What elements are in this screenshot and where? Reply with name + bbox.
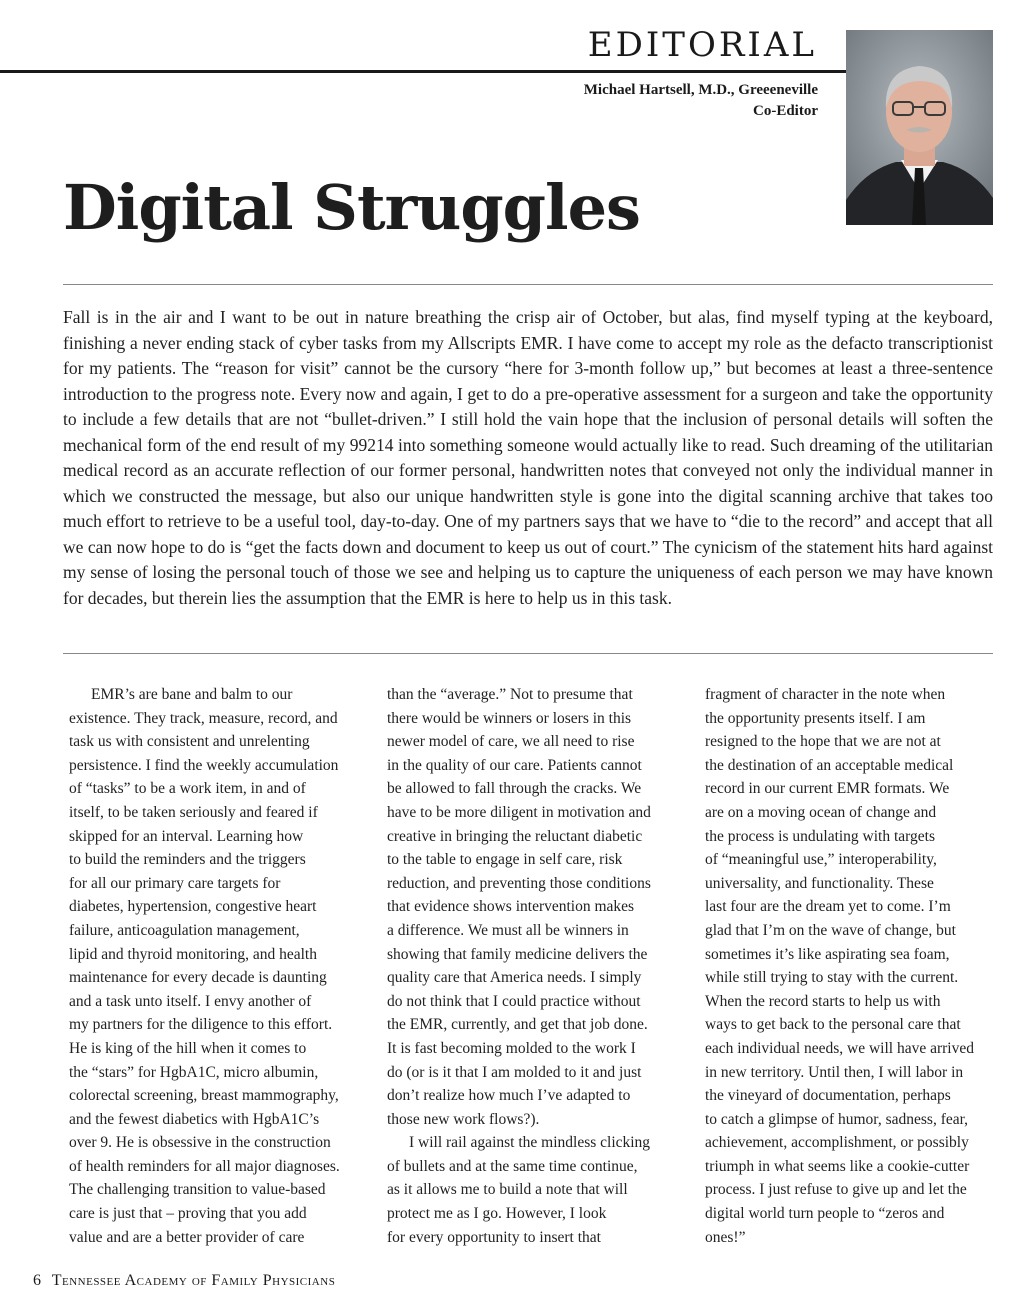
body-column-2 <box>387 683 687 1249</box>
body-line: as it allows me to build a note that will <box>387 1181 628 1199</box>
body-line: the destination of an acceptable medical <box>705 756 954 774</box>
body-line: glad that I’m on the wave of change, but <box>705 921 956 939</box>
body-column-1 <box>69 683 369 1249</box>
body-line: than the “average.” Not to presume that <box>387 686 633 703</box>
section-label: EDITORIAL <box>587 25 817 65</box>
body-line: that evidence shows intervention makes <box>387 898 635 916</box>
body-line: are on a moving ocean of change and <box>705 803 937 821</box>
body-line: while still trying to stay with the current. <box>705 969 959 987</box>
body-column-3 <box>705 683 1005 1249</box>
body-line: the “stars” for HgbA1C, micro albumin, <box>69 1063 319 1081</box>
body-line: persistence. I find the weekly accumulation <box>69 756 339 774</box>
body-line: failure, anticoagulation management, <box>69 921 300 939</box>
body-line: there would be winners or losers in this <box>387 709 632 727</box>
body-line: ways to get back to the personal care that <box>705 1016 961 1034</box>
body-line: the opportunity presents itself. I am <box>705 709 926 727</box>
body-line: to catch a glimpse of humor, sadness, fear, <box>705 1110 969 1128</box>
body-line: of “tasks” to be a work item, in and of <box>69 780 306 798</box>
body-line: maintenance for every decade is daunting <box>69 969 327 987</box>
intro-paragraph: Fall is in the air and I want to be out in nature breathing the crisp air of October, but alas, find myself typing at the keyboard, finishing a never ending stack of cyber tasks from my Allscripts EMR. I have come to accept my role as the defacto transcriptionist for my patients. The “reason for visit” cannot be the cursory “here for 3-month follow up,” but becomes at least a three-sentence introduction to the progress note. Every now and again, I get to do a pre-operative assessment for a surgeon and take the opportunity to include a few details that are not “bullet-driven.” I still hold the vain hope that the inclusion of personal details will soften the mechanical form of the end result of my 99214 into something someone would actually like to read. Such dreaming of the utilitarian medical record as an accurate reflection of our former personal, handwritten notes that conveyed not only the individual manner in which we constructed the message, but also our unique handwritten style is gone into the digital scanning archive that takes too much effort to retrieve to be a useful tool, day-to-day. One of my partners says that we have to “die to the record” and accept that all we can now hope to do is “get the facts down and document to keep us out of court.” The cynicism of the statement hits hard against my sense of losing the personal touch of those we see and helping us to capture the uniqueness of each person we may have known for decades, but therein lies the assumption that the EMR is here to help us in this task. <box>63 307 993 608</box>
article-title: Digital Struggles <box>63 171 640 244</box>
author-name: Michael Hartsell, M.D., Greeeneville <box>583 82 818 98</box>
body-line: resigned to the hope that we are not at <box>705 733 941 751</box>
body-line: universality, and functionality. These <box>705 874 934 892</box>
body-line: to the table to engage in self care, risk <box>387 851 623 869</box>
body-line: creative in bringing the reluctant diabetic <box>387 827 643 845</box>
body-line: triumph in what seems like a cookie-cutter <box>705 1157 970 1175</box>
body-line: do not think that I could practice without <box>387 992 641 1010</box>
intro-divider <box>63 653 993 654</box>
body-line: the process is undulating with targets <box>705 827 936 845</box>
body-line: quality care that America needs. I simply <box>387 969 642 987</box>
body-line: to build the reminders and the triggers <box>69 851 306 869</box>
body-line: in the quality of our care. Patients cannot <box>387 756 642 774</box>
author-photo <box>846 30 993 225</box>
page-number: 6 <box>33 1272 42 1289</box>
body-line: process. I just refuse to give up and let the <box>705 1181 967 1199</box>
page-footer <box>33 1272 335 1290</box>
body-line: ones!” <box>705 1228 746 1246</box>
body-line: last four are the dream yet to come. I’m <box>705 898 951 916</box>
body-line: sometimes it’s like aspirating sea foam, <box>705 945 950 963</box>
body-line: of bullets and at the same time continue, <box>387 1157 638 1175</box>
body-line: showing that family medicine delivers the <box>387 945 648 963</box>
body-line: value and are a better provider of care <box>69 1228 305 1246</box>
body-line: the EMR, currently, and get that job done. <box>387 1016 648 1034</box>
body-line: EMR’s are bane and balm to our <box>91 686 293 703</box>
body-line: do (or is it that I am molded to it and just <box>387 1063 642 1081</box>
author-role: Co-Editor <box>753 103 818 119</box>
header-rule <box>0 70 846 73</box>
body-line: be allowed to fall through the cracks. We <box>387 780 642 798</box>
body-line: achievement, accomplishment, or possibly <box>705 1134 969 1152</box>
body-line: over 9. He is obsessive in the construction <box>69 1134 331 1152</box>
body-line: record in our current EMR formats. We <box>705 780 950 798</box>
body-line: protect me as I go. However, I look <box>387 1205 607 1223</box>
body-line: lipid and thyroid monitoring, and health <box>69 945 317 963</box>
body-line: It is fast becoming molded to the work I <box>387 1039 636 1057</box>
body-line: those new work flows?). <box>387 1110 540 1128</box>
body-line: existence. They track, measure, record, and <box>69 709 338 727</box>
body-line: digital world turn people to “zeros and <box>705 1205 945 1223</box>
body-line: have to be more diligent in motivation and <box>387 803 651 821</box>
title-divider <box>63 284 993 285</box>
body-line: a difference. We must all be winners in <box>387 921 629 939</box>
body-line: for all our primary care targets for <box>69 874 281 892</box>
body-line: He is king of the hill when it comes to <box>69 1039 307 1057</box>
body-line: each individual needs, we will have arrived <box>705 1039 974 1057</box>
body-line: newer model of care, we all need to rise <box>387 733 635 751</box>
body-line: and the fewest diabetics with HgbA1C’s <box>69 1110 320 1128</box>
body-line: colorectal screening, breast mammography, <box>69 1087 339 1105</box>
body-line: in new territory. Until then, I will labor in <box>705 1063 964 1081</box>
body-line: of health reminders for all major diagnoses. <box>69 1157 340 1175</box>
byline <box>584 80 818 122</box>
body-line: diabetes, hypertension, congestive heart <box>69 898 317 916</box>
body-line: I will rail against the mindless clicking <box>409 1134 651 1152</box>
body-line: and a task unto itself. I envy another of <box>69 992 312 1010</box>
body-line: task us with consistent and unrelenting <box>69 733 310 751</box>
publication-name: Tennessee Academy of Family Physicians <box>51 1272 336 1289</box>
body-line: The challenging transition to value-based <box>69 1181 326 1199</box>
body-line: skipped for an interval. Learning how <box>69 827 304 845</box>
body-line: When the record starts to help us with <box>705 992 941 1010</box>
body-line: my partners for the diligence to this effort. <box>69 1016 333 1034</box>
body-line: reduction, and preventing those conditions <box>387 874 651 892</box>
body-line: for every opportunity to insert that <box>387 1228 601 1246</box>
body-line: fragment of character in the note when <box>705 686 946 703</box>
body-line: of “meaningful use,” interoperability, <box>705 851 937 869</box>
body-line: care is just that – proving that you add <box>69 1205 307 1223</box>
body-line: itself, to be taken seriously and feared if <box>69 803 318 821</box>
body-line: the vineyard of documentation, perhaps <box>705 1087 951 1105</box>
body-line: don’t realize how much I’ve adapted to <box>387 1087 631 1105</box>
